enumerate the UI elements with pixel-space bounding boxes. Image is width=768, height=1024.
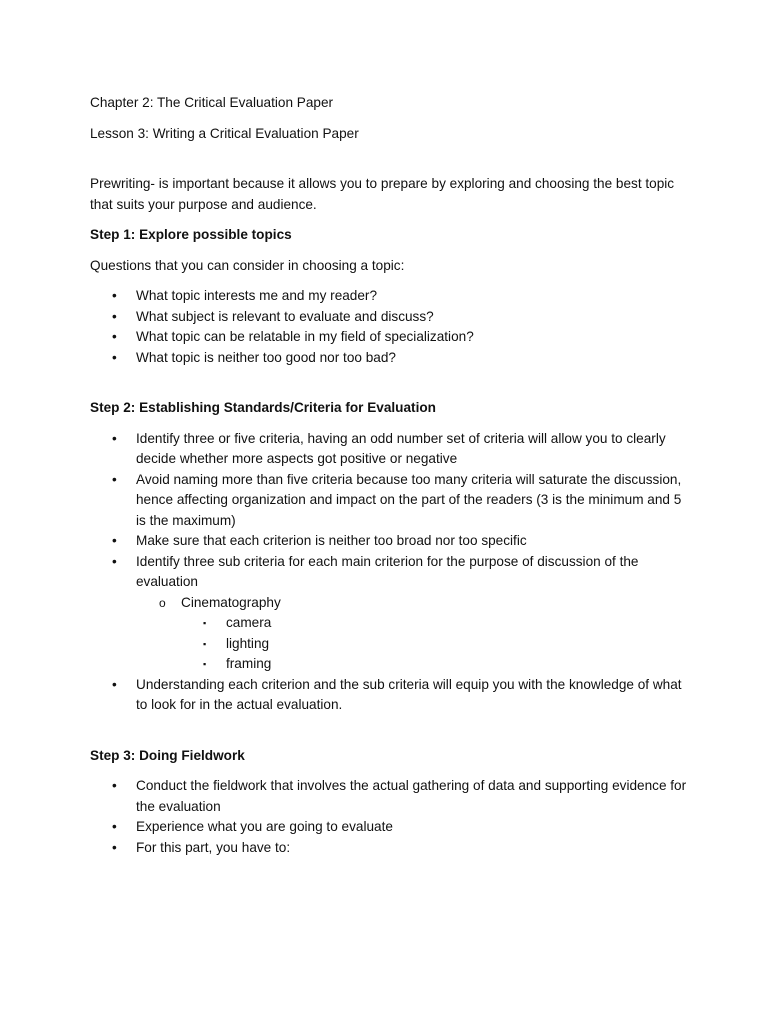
list-item-text: Avoid naming more than five criteria because too many criteria will saturate the discussion, hence affecting organization and impact on the part of the readers (3 is the minimum and 5 is the maximum) — [136, 471, 682, 528]
list-item-text: Conduct the fieldwork that involves the actual gathering of data and supporting evidence for the evaluation — [136, 778, 687, 814]
bullet-icon: • — [112, 288, 117, 303]
bullet-icon: • — [112, 819, 117, 834]
bullet-icon: • — [112, 553, 117, 569]
list-item-text: For this part, you have to: — [136, 839, 291, 855]
list-item — [90, 817, 690, 838]
step3-heading: Step 3: Doing Fieldwork — [90, 747, 245, 763]
list-item — [90, 286, 690, 307]
sub-sub-list-item — [90, 634, 690, 655]
bullet-icon: • — [112, 471, 117, 487]
step1-intro: Questions that you can consider in choosing a topic: — [90, 257, 405, 273]
lesson-title: Lesson 3: Writing a Critical Evaluation Paper — [90, 125, 359, 141]
square-bullet-icon: ▪ — [203, 659, 207, 669]
sub-sub-list-item — [90, 613, 690, 634]
sub-list-item — [90, 593, 690, 614]
bullet-icon: • — [112, 839, 117, 855]
list-item-text: Understanding each criterion and the sub criteria will equip you with the knowledge of what to look for in the actual evaluation. — [136, 676, 682, 712]
list-item — [90, 675, 690, 716]
sub-sub-list-item-text: lighting — [226, 635, 270, 651]
step2-list — [90, 429, 690, 716]
list-item-text: What subject is relevant to evaluate and discuss? — [136, 308, 434, 324]
square-bullet-icon: ▪ — [203, 638, 207, 649]
list-item — [90, 429, 690, 470]
list-item — [90, 776, 690, 817]
bullet-icon: • — [112, 308, 117, 324]
step3-list — [90, 776, 690, 858]
bullet-icon: • — [112, 676, 117, 692]
bullet-icon: • — [112, 349, 117, 365]
list-item — [90, 327, 690, 348]
step1-list — [90, 286, 690, 368]
list-item-text: What topic is neither too good nor too bad? — [136, 349, 396, 365]
document-body — [90, 93, 690, 858]
list-item — [90, 838, 690, 859]
sub-list-item-text: Cinematography — [181, 594, 281, 610]
bullet-icon: • — [112, 329, 117, 344]
bullet-icon: • — [112, 778, 117, 793]
list-item-text: Make sure that each criterion is neither too broad nor too specific — [136, 533, 527, 548]
circle-bullet-icon: o — [159, 595, 166, 610]
list-item — [90, 470, 690, 532]
sub-sub-list-item-text: camera — [226, 615, 272, 630]
list-item-text: Experience what you are going to evaluate — [136, 819, 393, 834]
bullet-icon: • — [112, 533, 117, 548]
sub-sub-list-item — [90, 654, 690, 675]
square-bullet-icon: ▪ — [203, 618, 207, 628]
list-item-text: Identify three or five criteria, having an odd number set of criteria will allow you to clearly decide whether more aspects got positive or negative — [136, 430, 666, 466]
list-item-text: What topic interests me and my reader? — [136, 288, 378, 303]
chapter-title: Chapter 2: The Critical Evaluation Paper — [90, 95, 334, 110]
list-item — [90, 348, 690, 369]
list-item-text: Identify three sub criteria for each main criterion for the purpose of discussion of the evaluation — [136, 553, 639, 589]
bullet-icon: • — [112, 430, 117, 446]
list-item — [90, 552, 690, 593]
sub-sub-list-item-text: framing — [226, 656, 272, 671]
list-item — [90, 307, 690, 328]
prewriting-paragraph: Prewriting- is important because it allows you to prepare by exploring and choosing the best topic that suits your purpose and audience. — [90, 176, 675, 212]
step1-heading: Step 1: Explore possible topics — [90, 227, 292, 242]
step2-heading: Step 2: Establishing Standards/Criteria for Evaluation — [90, 400, 436, 415]
list-item — [90, 531, 690, 552]
list-item-text: What topic can be relatable in my field of specialization? — [136, 329, 474, 344]
